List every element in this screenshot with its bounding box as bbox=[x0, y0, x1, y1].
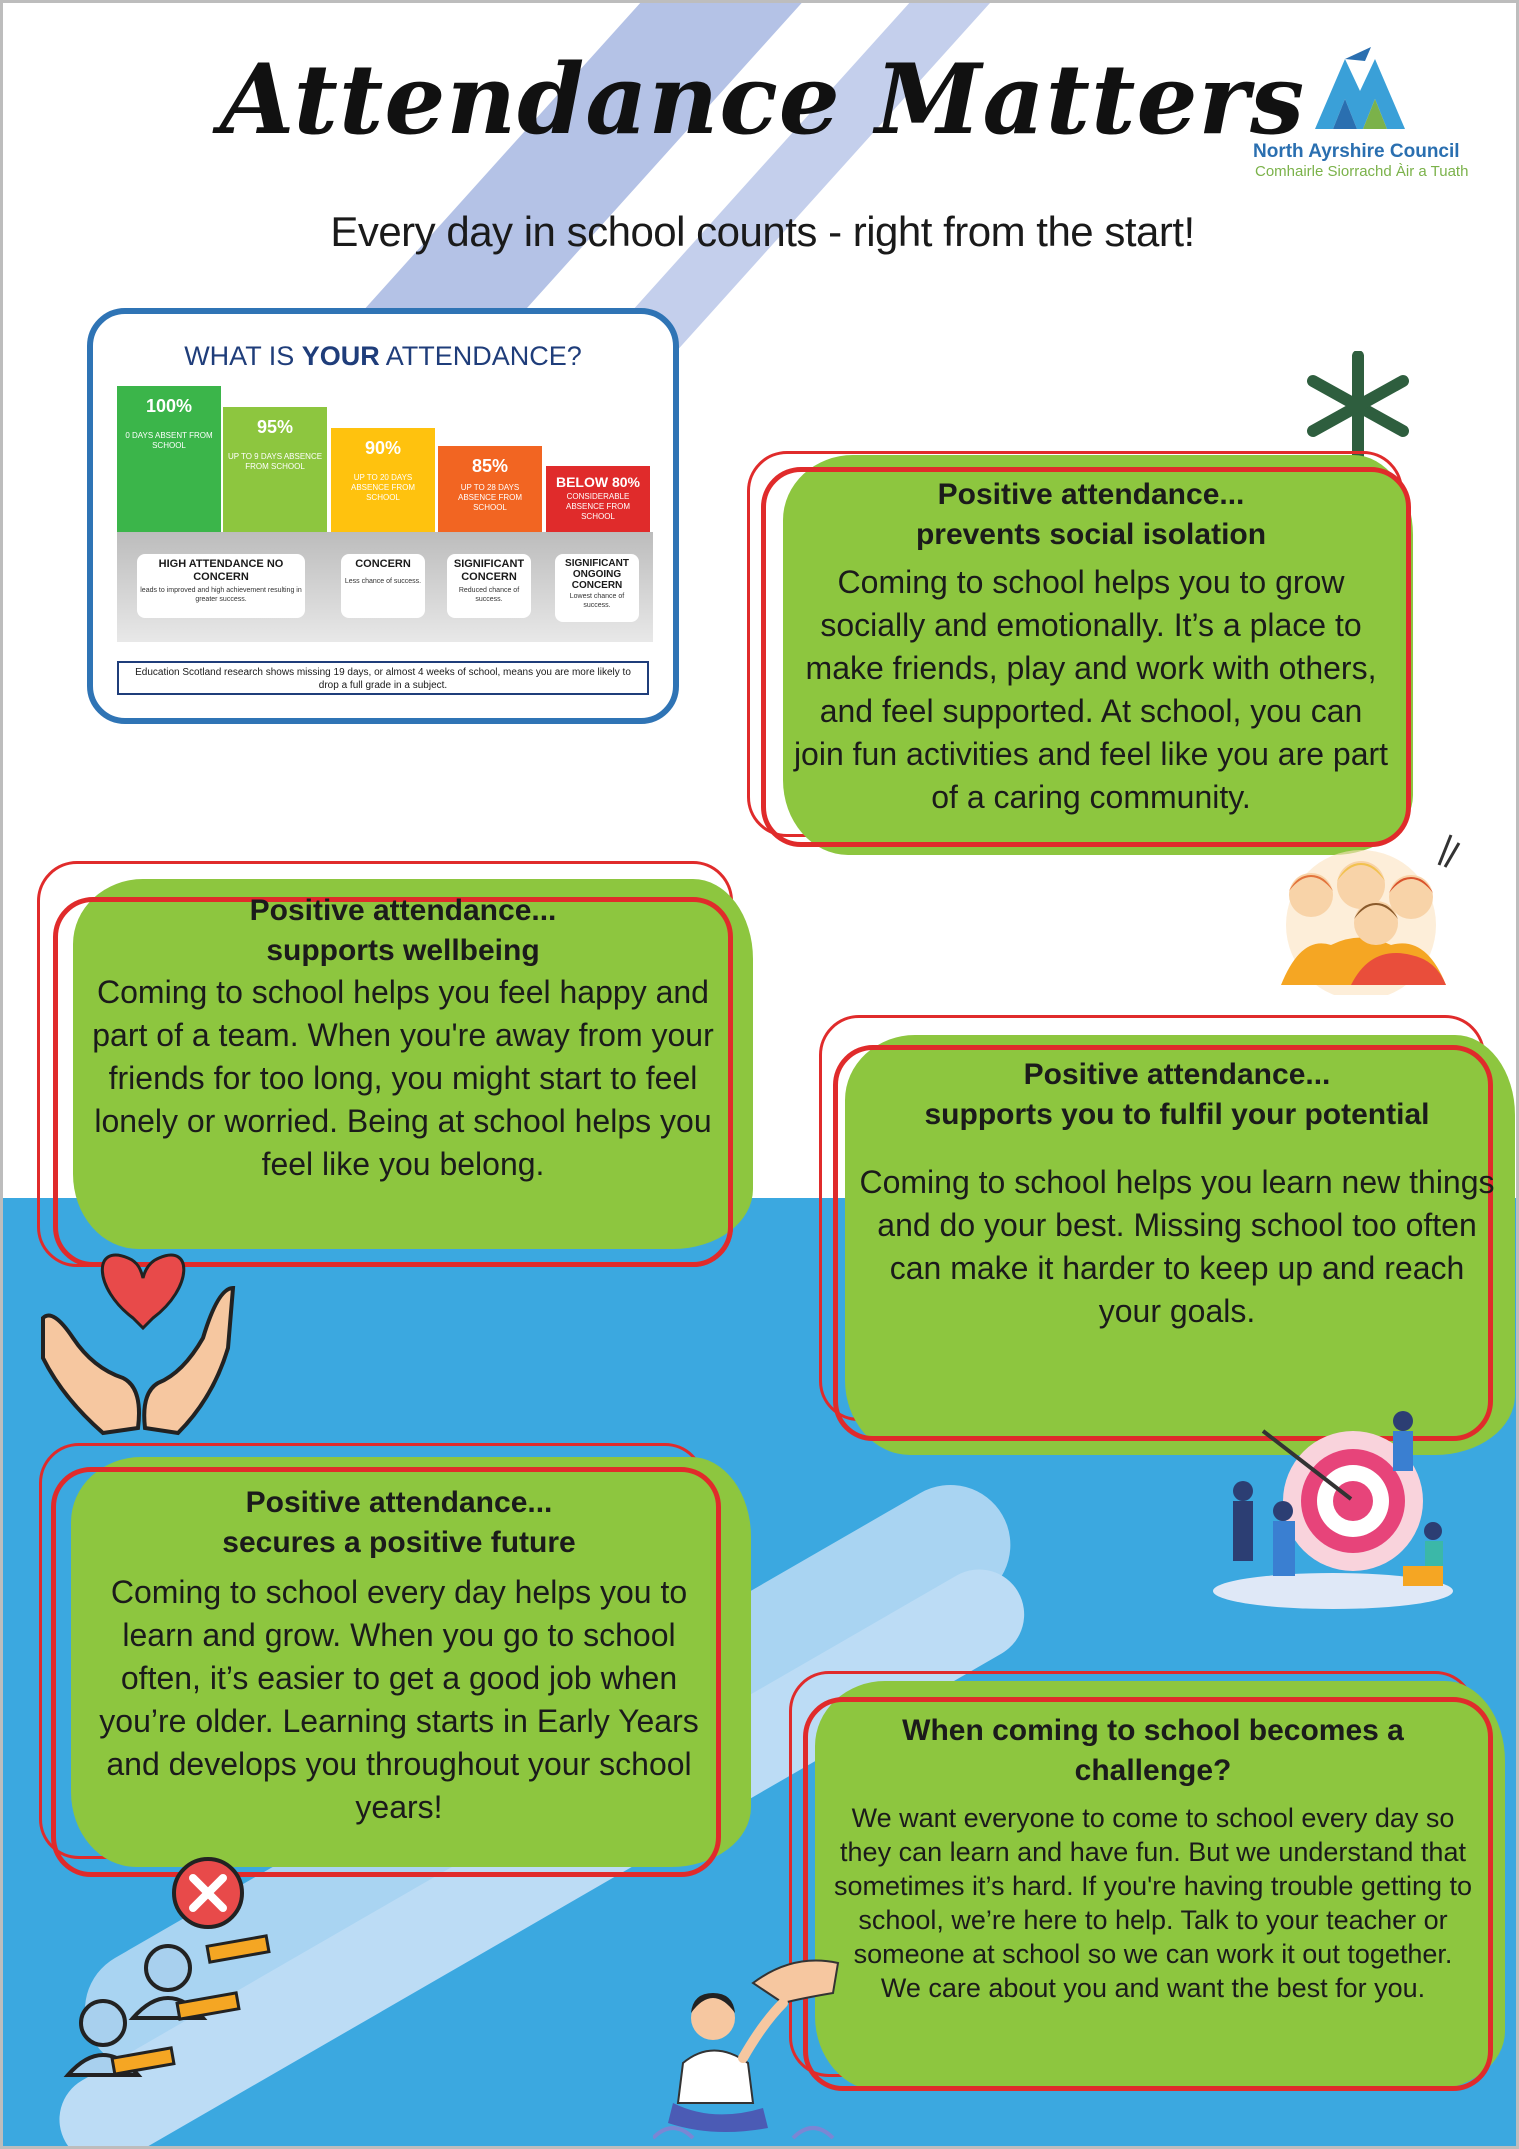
friends-group-icon bbox=[1261, 825, 1461, 995]
card-heading-line1: When coming to school becomes a bbox=[902, 1714, 1404, 1747]
card-challenge bbox=[793, 1671, 1493, 2101]
card-heading-line1: Positive attendance... bbox=[937, 478, 1245, 511]
card-body: Coming to school every day helps you to learn and grow. When you go to school often, it’s easier to get a good job when you’re older. Learning starts in Early Years and develops you throughout your school years! bbox=[99, 1574, 699, 1825]
card-wellbeing bbox=[43, 861, 733, 1281]
attendance-level-concern: CONCERN Less chance of success. bbox=[341, 554, 425, 618]
attendance-research-note: Education Scotland research shows missing 19 days, or almost 4 weeks of school, means you are more likely to drop a full grade in a subject. bbox=[117, 661, 649, 695]
attendance-bar-85: 85% UP TO 28 DAYS ABSENCE FROM SCHOOL bbox=[438, 446, 542, 532]
page-title: Attendance Matters bbox=[219, 43, 1306, 156]
card-social-isolation bbox=[755, 441, 1415, 861]
card-potential bbox=[823, 1015, 1493, 1455]
heart-hands-icon bbox=[33, 1248, 243, 1438]
card-heading-line2: secures a positive future bbox=[222, 1526, 576, 1559]
card-heading-line2: prevents social isolation bbox=[915, 518, 1267, 551]
council-name: North Ayrshire Council bbox=[1253, 141, 1460, 162]
attendance-level-ongoing: SIGNIFICANT ONGOING CONCERN Lowest chance of success. bbox=[555, 554, 639, 622]
attendance-level-significant: SIGNIFICANT CONCERN Reduced chance of success. bbox=[447, 554, 531, 618]
card-heading-line2: supports you to fulfil your potential bbox=[924, 1098, 1430, 1131]
helping-hand-icon bbox=[653, 1943, 843, 2143]
card-heading-line2: supports wellbeing bbox=[266, 934, 540, 967]
card-positive-future bbox=[43, 1443, 733, 1883]
card-heading-line2: challenge? bbox=[1074, 1754, 1232, 1787]
council-logo bbox=[1253, 41, 1473, 191]
card-body: Coming to school helps you learn new things and do your best. Missing school too often can make it harder to keep up and reach your goals. bbox=[859, 1164, 1495, 1329]
card-body: We want everyone to come to school every day so they can learn and have fun. But we understand that sometimes it’s hard. If you're having trouble getting to school, we’re here to help. Talk to your teacher or someone at school so we can work it out together. We care about you and want the best for you. bbox=[834, 1803, 1472, 2003]
attendance-chart-card bbox=[87, 308, 679, 724]
people-queue-icon bbox=[58, 1853, 278, 2093]
attendance-bar-95: 95% UP TO 9 DAYS ABSENCE FROM SCHOOL bbox=[223, 407, 327, 532]
card-heading-line1: Positive attendance... bbox=[245, 1486, 553, 1519]
card-body: Coming to school helps you feel happy and part of a team. When you're away from your friends for too long, you might start to feel lonely or worried. Being at school helps you feel like you belong. bbox=[92, 974, 714, 1182]
attendance-chart-title: WHAT IS YOUR ATTENDANCE? bbox=[184, 341, 582, 371]
target-team-icon bbox=[1203, 1391, 1463, 1621]
page-subtitle: Every day in school counts - right from the start! bbox=[330, 208, 1195, 255]
attendance-bar-100: 100% 0 DAYS ABSENT FROM SCHOOL bbox=[117, 386, 221, 532]
card-body: Coming to school helps you to grow socially and emotionally. It’s a place to make friends, play and work with others, and feel supported. At school, you can join fun activities and feel like you are part of a caring community. bbox=[793, 564, 1389, 815]
council-gaelic-name: Comhairle Siorrachd Àir a Tuath bbox=[1255, 163, 1469, 180]
attendance-bar-90: 90% UP TO 20 DAYS ABSENCE FROM SCHOOL bbox=[331, 428, 435, 532]
card-heading-line1: Positive attendance... bbox=[249, 894, 557, 927]
council-logo-icon bbox=[1305, 41, 1415, 136]
attendance-bar-below-80: BELOW 80% CONSIDERABLE ABSENCE FROM SCHOOL bbox=[546, 466, 650, 532]
card-heading-line1: Positive attendance... bbox=[1023, 1058, 1331, 1091]
attendance-level-high: HIGH ATTENDANCE NO CONCERN leads to improved and high achievement resulting in greater success. bbox=[137, 554, 305, 618]
